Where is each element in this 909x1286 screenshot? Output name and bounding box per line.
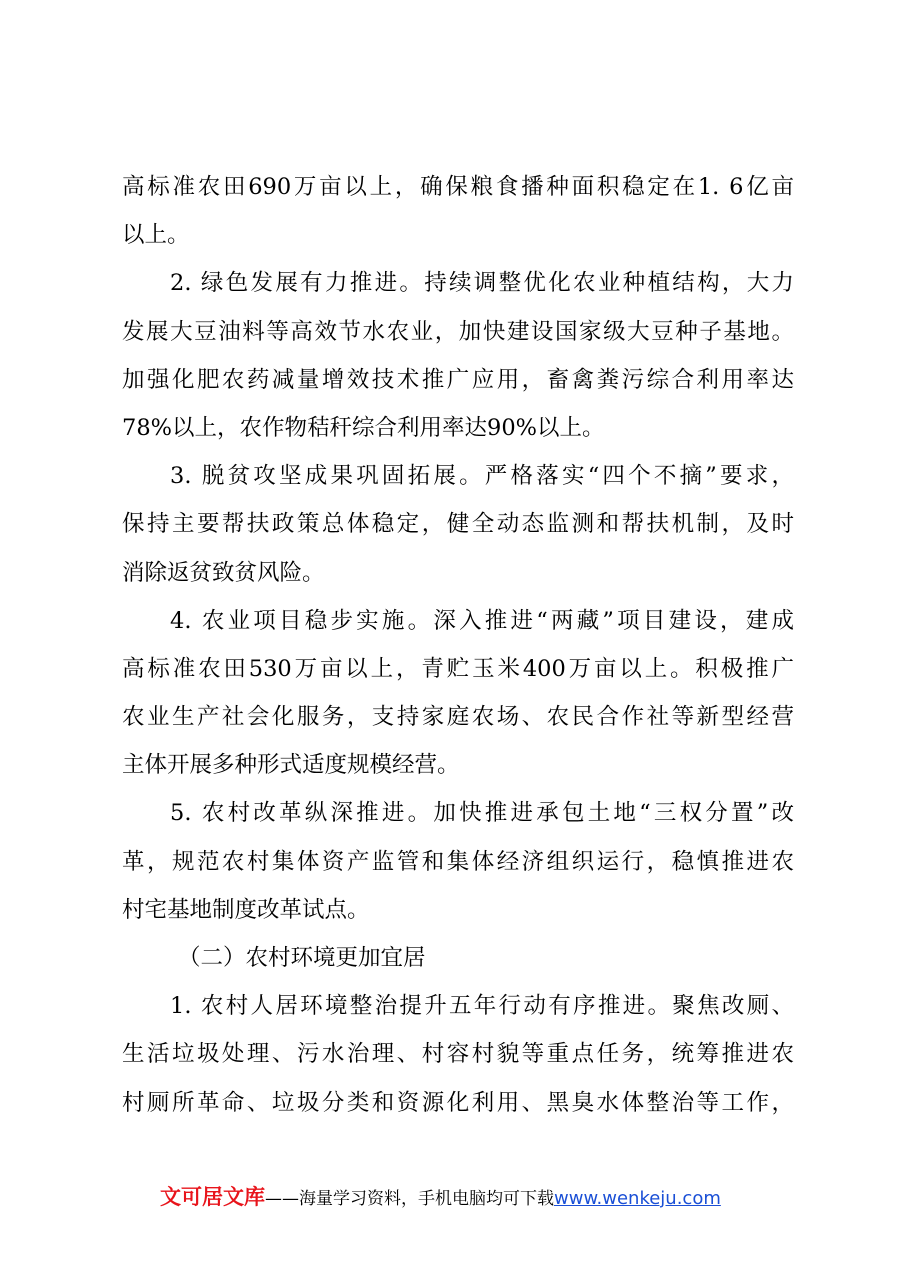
body-line: 3. 脱贫攻坚成果巩固拓展。严格落实“四个不摘”要求， bbox=[170, 463, 794, 490]
body-line: 高标准农田530万亩以上，青贮玉米400万亩以上。积极推广 bbox=[122, 655, 794, 682]
body-line: 农业生产社会化服务，支持家庭农场、农民合作社等新型经营 bbox=[122, 704, 794, 731]
document-body bbox=[122, 163, 794, 1127]
body-line: 4. 农业项目稳步实施。深入推进“两藏”项目建设，建成 bbox=[170, 607, 794, 634]
body-line: 消除返贫致贫风险。 bbox=[122, 559, 325, 586]
footer-dash: —— bbox=[265, 1189, 299, 1209]
section-heading: （二）农村环境更加宜居 bbox=[178, 945, 426, 971]
footer-banner bbox=[160, 1182, 721, 1212]
body-line: 以上。 bbox=[122, 222, 190, 249]
body-line: 加强化肥农药减量增效技术推广应用，畜禽粪污综合利用率达 bbox=[122, 366, 794, 393]
body-line: 5. 农村改革纵深推进。加快推进承包土地“三权分置”改 bbox=[170, 800, 794, 827]
body-line: 发展大豆油料等高效节水农业，加快建设国家级大豆种子基地。 bbox=[122, 318, 794, 345]
body-line: 村宅基地制度改革试点。 bbox=[122, 896, 370, 923]
body-line: 2. 绿色发展有力推进。持续调整优化农业种植结构，大力 bbox=[170, 270, 794, 297]
website-link[interactable]: www.wenkeju.com bbox=[554, 1188, 721, 1209]
body-line: 78%以上，农作物秸秆综合利用率达90%以上。 bbox=[122, 414, 605, 441]
brand-name: 文可居文库 bbox=[160, 1185, 265, 1209]
body-line: 高标准农田690万亩以上，确保粮食播种面积稳定在1. 6亿亩 bbox=[122, 174, 794, 200]
body-line: 1. 农村人居环境整治提升五年行动有序推进。聚焦改厕、 bbox=[170, 993, 794, 1020]
body-line: 村厕所革命、垃圾分类和资源化利用、黑臭水体整治等工作， bbox=[122, 1089, 794, 1116]
footer-slogan: 海量学习资料，手机电脑均可下载 bbox=[299, 1189, 554, 1209]
body-line: 革，规范农村集体资产监管和集体经济组织运行，稳慎推进农 bbox=[122, 848, 794, 875]
body-line: 保持主要帮扶政策总体稳定，健全动态监测和帮扶机制，及时 bbox=[122, 511, 794, 538]
body-line: 生活垃圾处理、污水治理、村容村貌等重点任务，统筹推进农 bbox=[122, 1041, 794, 1068]
body-line: 主体开展多种形式适度规模经营。 bbox=[122, 752, 460, 779]
